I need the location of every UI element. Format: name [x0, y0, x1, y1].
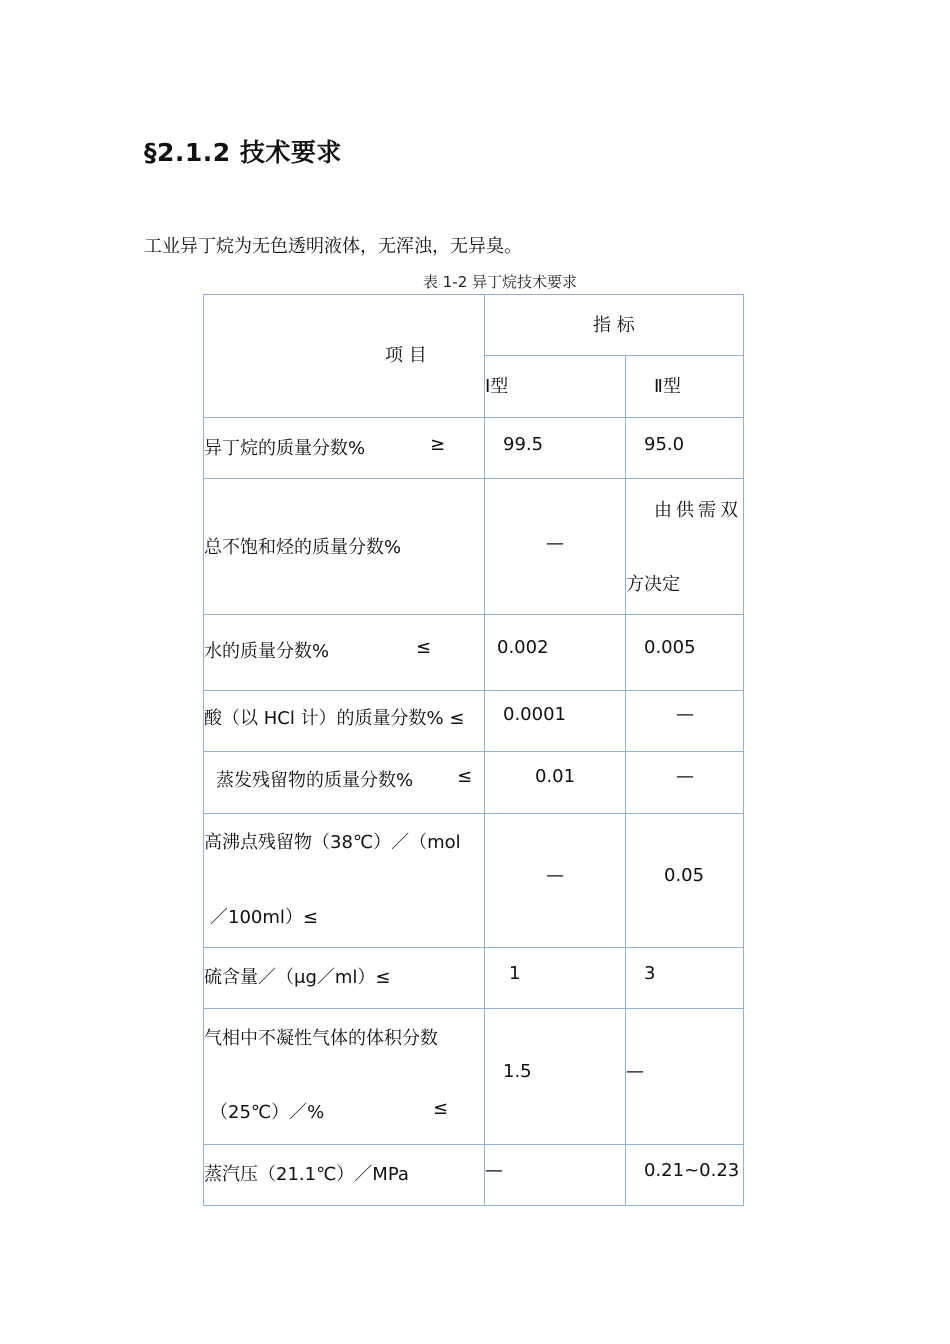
header-type1-label: Ⅰ型 [485, 376, 509, 397]
header-item-cell [204, 295, 485, 418]
table-header-row [204, 295, 744, 356]
row-item-label-line2: （25℃）／% [210, 1102, 325, 1123]
row-type1-cell [485, 1009, 626, 1145]
row-type2-cell [626, 615, 744, 691]
header-type1-cell [485, 356, 626, 418]
row-item-cell [204, 691, 485, 752]
row-type2-value: 95.0 [644, 434, 685, 455]
table-row [204, 814, 744, 948]
row-item-label: 蒸汽压（21.1℃）／MPa [204, 1164, 409, 1185]
header-item-label: 项 目 [385, 345, 427, 366]
row-type1-value: 1.5 [503, 1061, 532, 1082]
row-type1-value: — [485, 1160, 503, 1181]
row-item-label-line2: ／100ml）≤ [210, 907, 318, 928]
row-item-cell [204, 615, 485, 691]
table-caption: 表 1-2 异丁烷技术要求 [422, 273, 578, 291]
row-item-label: 蒸发残留物的质量分数% [216, 770, 414, 791]
row-comparison-symbol: ≤ [457, 766, 473, 787]
row-item-label: 硫含量／（μg／ml）≤ [204, 967, 391, 988]
row-item-cell [204, 418, 485, 479]
row-type2-cell [626, 1145, 744, 1206]
intro-paragraph: 工业异丁烷为无色透明液体，无浑浊，无异臭。 [144, 236, 522, 257]
row-type1-value: — [546, 865, 564, 886]
table-row [204, 418, 744, 479]
table-row [204, 752, 744, 814]
row-comparison-symbol: ≤ [416, 637, 432, 658]
table-row [204, 1145, 744, 1206]
row-item-label: 水的质量分数% [204, 641, 330, 662]
section-heading: §2.1.2 技术要求 [144, 138, 342, 167]
row-item-label: 酸（以 HCl 计）的质量分数% ≤ [204, 708, 465, 729]
row-type1-cell [485, 691, 626, 752]
row-item-cell [204, 752, 485, 814]
header-type2-label: Ⅱ型 [654, 376, 681, 397]
row-item-cell [204, 479, 485, 615]
table-row [204, 1009, 744, 1145]
row-type2-value: 0.005 [644, 637, 696, 658]
row-item-label: 异丁烷的质量分数% [204, 438, 366, 459]
row-type2-cell [626, 1009, 744, 1145]
row-type2-cell [626, 691, 744, 752]
row-type1-cell [485, 752, 626, 814]
row-type1-value: 0.0001 [503, 704, 566, 725]
row-type2-cell [626, 418, 744, 479]
row-type2-value: — [626, 1061, 644, 1082]
row-type1-cell [485, 814, 626, 948]
row-type1-value: 99.5 [503, 434, 544, 455]
row-comparison-symbol: ≥ [430, 434, 446, 455]
row-type1-value: 0.01 [535, 766, 576, 787]
row-type2-value: 3 [644, 963, 656, 984]
table-row [204, 479, 744, 615]
row-type2-value-line2: 方决定 [626, 574, 680, 595]
row-type1-cell [485, 948, 626, 1009]
row-type1-cell [485, 479, 626, 615]
row-item-cell [204, 1009, 485, 1145]
table-row [204, 948, 744, 1009]
row-item-label-line1: 气相中不凝性气体的体积分数 [204, 1028, 438, 1049]
row-item-label: 总不饱和烃的质量分数% [204, 537, 402, 558]
row-type2-cell [626, 752, 744, 814]
table-row [204, 615, 744, 691]
header-type2-cell [626, 356, 744, 418]
header-index-label: 指 标 [593, 315, 635, 336]
row-type2-value: — [676, 766, 694, 787]
row-type2-value: 0.05 [664, 865, 705, 886]
row-item-cell [204, 814, 485, 948]
row-type2-cell [626, 814, 744, 948]
row-type1-value: 1 [509, 963, 521, 984]
row-type1-cell [485, 615, 626, 691]
table-row [204, 691, 744, 752]
row-item-cell [204, 948, 485, 1009]
spec-table [203, 294, 744, 1206]
row-type2-value-line1: 由供需双 [654, 500, 742, 521]
header-index-cell [485, 295, 744, 356]
row-type2-cell [626, 479, 744, 615]
row-type1-value: 0.002 [497, 637, 549, 658]
row-type1-cell [485, 418, 626, 479]
row-type2-value: 0.21~0.23 [644, 1160, 740, 1181]
row-type2-value: — [676, 704, 694, 725]
row-item-label-line1: 高沸点残留物（38℃）／（mol [204, 832, 461, 853]
row-comparison-symbol: ≤ [433, 1098, 449, 1119]
row-item-cell [204, 1145, 485, 1206]
row-type1-cell [485, 1145, 626, 1206]
row-type2-cell [626, 948, 744, 1009]
row-type1-value: — [546, 533, 564, 554]
